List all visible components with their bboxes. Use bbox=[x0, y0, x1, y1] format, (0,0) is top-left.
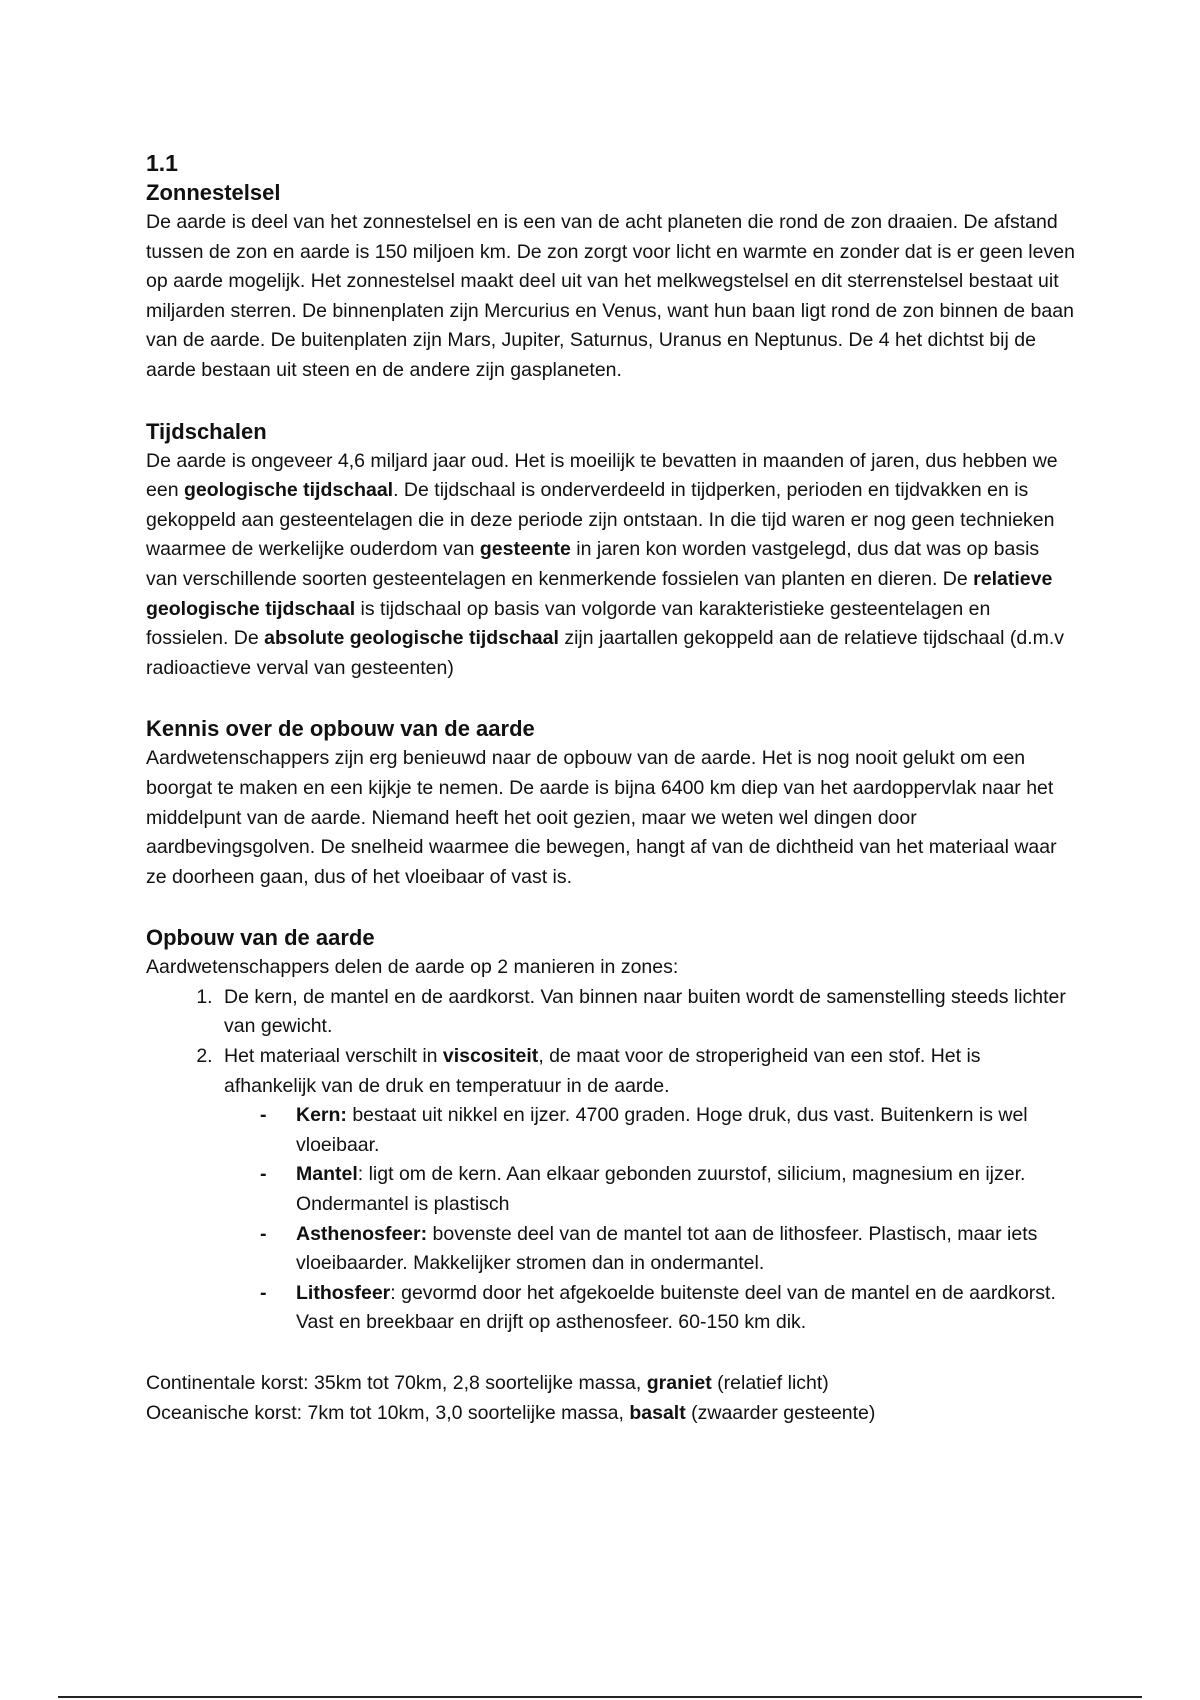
dash-bullet: - bbox=[260, 1163, 267, 1186]
text-run: , de maat voor de stroperigheid van een stof. Het is afhankelijk van de druk en temperatuur in de aarde. bbox=[224, 1045, 981, 1097]
bold-term: absolute geologische tijdschaal bbox=[264, 627, 559, 650]
list-item bbox=[218, 1042, 1076, 1338]
bold-term: Kern: bbox=[296, 1104, 347, 1127]
text-run: zijn jaartallen gekoppeld aan de relatieve tijdschaal (d.m.v radioactieve verval van gesteenten) bbox=[146, 627, 1065, 679]
paragraph-opbouw-intro: Aardwetenschappers delen de aarde op 2 manieren in zones: bbox=[146, 956, 679, 979]
bold-term: graniet bbox=[646, 1372, 712, 1394]
text-run: : ligt om de kern. Aan elkaar gebonden zuurstof, silicium, magnesium en ijzer. Ondermantel is plastisch bbox=[296, 1163, 1026, 1216]
text-run: is tijdschaal op basis van volgorde van karakteristieke gesteentelagen en fossielen. De bbox=[146, 597, 991, 650]
footer-divider bbox=[58, 1696, 1142, 1698]
heading-zonnestelsel: Zonnestelsel bbox=[146, 180, 281, 205]
bold-term: Mantel bbox=[296, 1163, 358, 1186]
bold-term: viscositeit bbox=[442, 1045, 539, 1068]
text-run: in jaren kon worden vastgelegd, dus dat was op basis van verschillende soorten gesteentelagen en kenmerkende fossielen van planten en dieren. De bbox=[146, 538, 1040, 590]
text-run: (zwaarder gesteente) bbox=[685, 1401, 876, 1424]
bold-term: basalt bbox=[629, 1401, 686, 1424]
bold-term: Lithosfeer bbox=[296, 1281, 391, 1304]
bullet-item bbox=[260, 1279, 1076, 1338]
text-run: Het materiaal verschilt in bbox=[224, 1045, 443, 1068]
text-run: Oceanische korst: 7km tot 10km, 3,0 soortelijke massa, bbox=[146, 1401, 630, 1424]
dash-bullet: - bbox=[260, 1104, 267, 1127]
paragraph-zonnestelsel: De aarde is deel van het zonnestelsel en is een van de acht planeten die rond de zon draaien. De afstand tussen de zon en aarde is 150 miljoen km. De zon zorgt voor licht en warmte en zonder dat is er geen leven op aarde mogelijk. Het zonnestelsel maakt deel uit van het melkwegstelsel en dit sterrenstelsel bestaat uit miljarden sterren. De binnenplaten zijn Mercurius en Venus, want hun baan ligt rond de zon binnen de baan van de aarde. De buitenplaten zijn Mars, Jupiter, Saturnus, Uranus en Neptunus. De 4 het dichtst bij de aarde bestaan uit steen en de andere zijn gasplaneten. bbox=[146, 211, 1075, 381]
paragraph-tijdschalen bbox=[146, 447, 1076, 684]
bullet-item bbox=[260, 1101, 1076, 1160]
dash-bullet: - bbox=[260, 1222, 267, 1245]
list-item: 1. De kern, de mantel en de aardkorst. Van binnen naar buiten wordt de samenstelling steeds lichter van gewicht. bbox=[218, 983, 1076, 1042]
bold-term: geologische tijdschaal bbox=[183, 479, 394, 502]
text-run: . De tijdschaal is onderverdeeld in tijdperken, perioden en tijdvakken en is gekoppeld aan gesteentelagen die in deze periode zijn ontstaan. In die tijd waren er nog geen technieken waarmee de werkelijke ouderdom van bbox=[146, 479, 1055, 561]
bullet-list bbox=[224, 1101, 1076, 1338]
text-run: Continentale korst: 35km tot 70km, 2,8 soortelijke massa, bbox=[146, 1372, 647, 1394]
bullet-item bbox=[260, 1160, 1076, 1219]
bold-term: gesteente bbox=[479, 538, 571, 561]
line-continentale-korst bbox=[146, 1369, 1076, 1399]
text-run: : gevormd door het afgekoelde buitenste deel van de mantel en de aardkorst. Vast en breekbaar en drijft op asthenosfeer. 60-150 km dik. bbox=[296, 1281, 1056, 1334]
bullet-item bbox=[260, 1220, 1076, 1279]
section-number: 1.1 bbox=[146, 150, 178, 176]
heading-kennis: Kennis over de opbouw van de aarde bbox=[146, 716, 535, 742]
document-page bbox=[146, 148, 1076, 1428]
bold-term: relatieve geologische tijdschaal bbox=[146, 567, 1053, 620]
text-run: De aarde is ongeveer 4,6 miljard jaar oud. Het is moeilijk te bevatten in maanden of jaren, dus hebben we een bbox=[146, 449, 1058, 502]
text-run: bovenste deel van de mantel tot aan de lithosfeer. Plastisch, maar iets vloeibaarder. Makkelijker stromen dan in ondermantel. bbox=[296, 1222, 1038, 1275]
paragraph-kennis: Aardwetenschappers zijn erg benieuwd naar de opbouw van de aarde. Het is nog nooit gelukt om een boorgat te maken en een kijkje te nemen. De aarde is bijna 6400 km diep van het aardoppervlak naar het middelpunt van de aarde. Niemand heeft het ooit gezien, maar we weten wel dingen door aardbevingsgolven. De snelheid waarmee die bewegen, hangt af van de dichtheid van het materiaal waar ze doorheen gaan, dus of het vloeibaar of vast is. bbox=[146, 747, 1057, 888]
dash-bullet: - bbox=[260, 1281, 267, 1304]
bold-term: Asthenosfeer: bbox=[296, 1222, 428, 1245]
text-run: (relatief licht) bbox=[711, 1372, 829, 1394]
heading-tijdschalen: Tijdschalen bbox=[146, 418, 267, 444]
line-oceanische-korst bbox=[146, 1399, 1076, 1429]
text-run: bestaat uit nikkel en ijzer. 4700 graden. Hoge druk, dus vast. Buitenkern is wel vloeibaar. bbox=[296, 1104, 1028, 1156]
numbered-list bbox=[146, 983, 1076, 1338]
heading-opbouw: Opbouw van de aarde bbox=[146, 925, 375, 951]
